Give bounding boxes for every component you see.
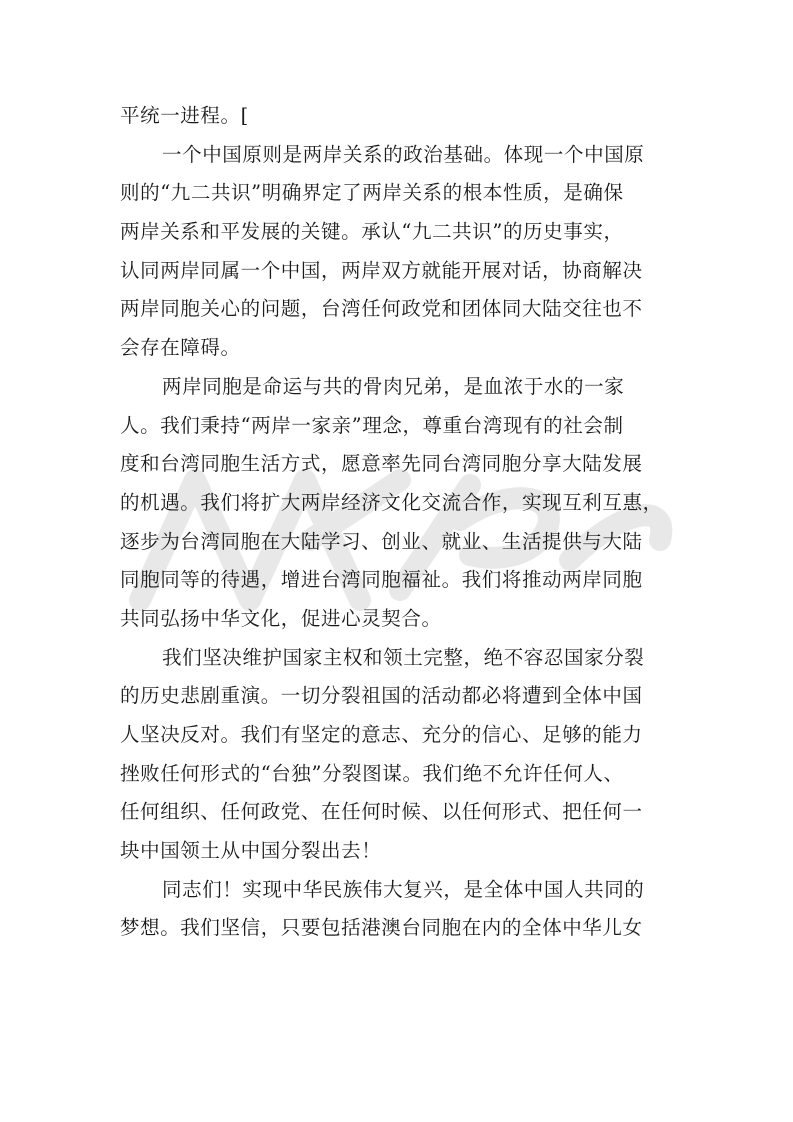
- text-line: 一个中国原则是两岸关系的政治基础。体现一个中国原: [162, 142, 645, 166]
- text-line: 同志们！实现中华民族伟大复兴，是全体中国人共同的: [162, 877, 645, 901]
- text-line: 我们坚决维护国家主权和领土完整，绝不容忍国家分裂: [162, 645, 645, 669]
- text-line: 两岸关系和平发展的关键。承认“九二共识”的历史事实，: [120, 220, 624, 244]
- text-line: 度和台湾同胞生活方式，愿意率先同台湾同胞分享大陆发展: [120, 452, 643, 476]
- text-line: 两岸同胞是命运与共的骨肉兄弟，是血浓于水的一家: [162, 374, 625, 398]
- text-line: 会存在障碍。: [120, 336, 241, 360]
- text-line: 共同弘扬中华文化，促进心灵契合。: [120, 606, 442, 630]
- text-line: 则的“九二共识”明确界定了两岸关系的根本性质，是确保: [120, 181, 624, 205]
- text-line: 逐步为台湾同胞在大陆学习、创业、就业、生活提供与大陆: [120, 529, 643, 553]
- text-line: 挫败任何形式的“台独”分裂图谋。我们绝不允许任何人、: [120, 761, 624, 785]
- text-line: 任何组织、任何政党、在任何时候、以任何形式、把任何一: [120, 800, 643, 824]
- body-text: [120, 97, 675, 948]
- text-line: 人。我们秉持“两岸一家亲”理念，尊重台湾现有的社会制: [120, 413, 624, 437]
- text-line: 人坚决反对。我们有坚定的意志、充分的信心、足够的能力: [120, 723, 643, 746]
- text-line: 认同两岸同属一个中国，两岸双方就能开展对话，协商解决: [120, 258, 643, 282]
- text-line: 平统一进程。[: [120, 104, 249, 127]
- text-line: 的机遇。我们将扩大两岸经济文化交流合作，实现互利互惠，: [120, 490, 663, 514]
- text-line: 梦想。我们坚信，只要包括港澳台同胞在内的全体中华儿女: [120, 916, 643, 940]
- text-line: 同胞同等的待遇，增进台湾同胞福祉。我们将推动两岸同胞: [120, 568, 643, 592]
- text-line: 的历史悲剧重演。一切分裂祖国的活动都必将遭到全体中国: [120, 684, 643, 708]
- text-line: 两岸同胞关心的问题，台湾任何政党和团体同大陆交往也不: [120, 297, 643, 321]
- text-line: 块中国领土从中国分裂出去！: [120, 839, 382, 863]
